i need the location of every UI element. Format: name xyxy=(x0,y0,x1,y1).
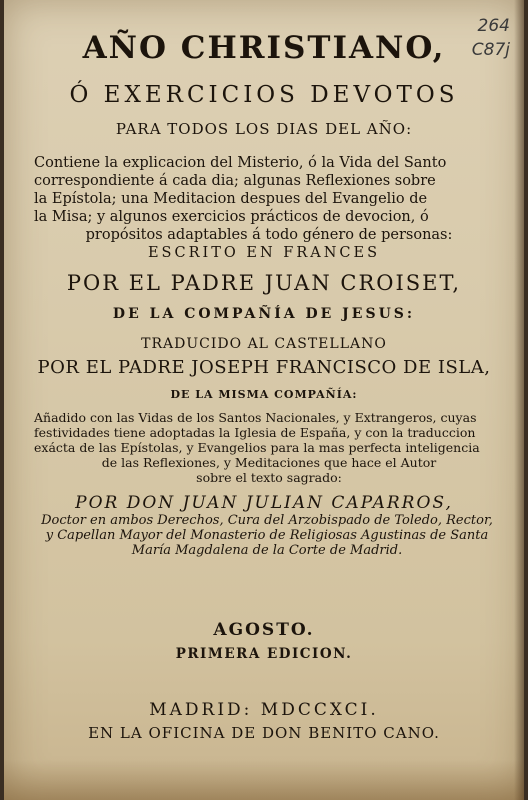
additions-line: Añadido con las Vidas de los Santos Nacionales, y Extrangeros, cuyas xyxy=(34,410,477,425)
additions-line: sobre el texto sagrado: xyxy=(196,470,342,485)
editor-name: POR DON JUAN JULIAN CAPARROS, xyxy=(75,493,453,513)
page-gutter-shadow xyxy=(514,0,524,800)
author-name: POR EL PADRE JUAN CROISET, xyxy=(66,271,462,295)
description-block xyxy=(34,154,504,244)
page-bottom-stain xyxy=(4,760,524,800)
description-line: la Misa; y algunos exercicios prácticos de devocion, ó xyxy=(34,209,429,225)
author-society: DE LA COMPAÑÍA DE JESUS: xyxy=(112,306,416,322)
imprint-printer: EN LA OFICINA DE DON BENITO CANO. xyxy=(88,724,440,742)
editor-title-line: y Capellan Mayor del Monasterio de Religiosas Agustinas de Santa xyxy=(45,528,489,543)
volume-month: AGOSTO. xyxy=(213,620,315,640)
translated-into-spanish: TRADUCIDO AL CASTELLANO xyxy=(141,336,387,352)
description-line: la Epístola; una Meditacion despues del Evangelio de xyxy=(34,191,428,207)
translator-society: DE LA MISMA COMPAÑÍA: xyxy=(170,388,358,401)
book-title: AÑO CHRISTIANO, xyxy=(82,30,446,66)
book-subtitle: Ó EXERCICIOS DEVOTOS xyxy=(69,82,459,108)
editor-titles xyxy=(32,513,502,558)
editor-title-line: María Magdalena de la Corte de Madrid. xyxy=(131,543,403,558)
shelfmark-line-2: C87j xyxy=(471,40,510,60)
additions-line: festividades tiene adoptadas la Iglesia de España, y con la traduccion xyxy=(34,425,476,440)
translator-name: POR EL PADRE JOSEPH FRANCISCO DE ISLA, xyxy=(37,357,491,378)
shelfmark-line-1: 264 xyxy=(477,16,510,36)
additions-block xyxy=(34,410,504,485)
edition-label: PRIMERA EDICION. xyxy=(175,646,353,662)
written-in-french: ESCRITO EN FRANCES xyxy=(147,245,381,261)
title-page xyxy=(4,0,524,800)
subtitle-days: PARA TODOS LOS DIAS DEL AÑO: xyxy=(115,120,413,138)
description-line: correspondiente á cada dia; algunas Reflexiones sobre xyxy=(34,173,436,189)
additions-line: de las Reflexiones, y Meditaciones que hace el Autor xyxy=(101,455,437,470)
additions-line: exácta de las Epístolas, y Evangelios para la mas perfecta inteligencia xyxy=(34,440,480,455)
description-line: Contiene la explicacion del Misterio, ó la Vida del Santo xyxy=(34,155,447,171)
imprint-place-year: MADRID: MDCCXCI. xyxy=(149,700,379,720)
page-text xyxy=(4,0,524,800)
description-line: propósitos adaptables á todo género de personas: xyxy=(85,227,453,243)
editor-title-line: Doctor en ambos Derechos, Cura del Arzobispado de Toledo, Rector, xyxy=(41,513,493,528)
